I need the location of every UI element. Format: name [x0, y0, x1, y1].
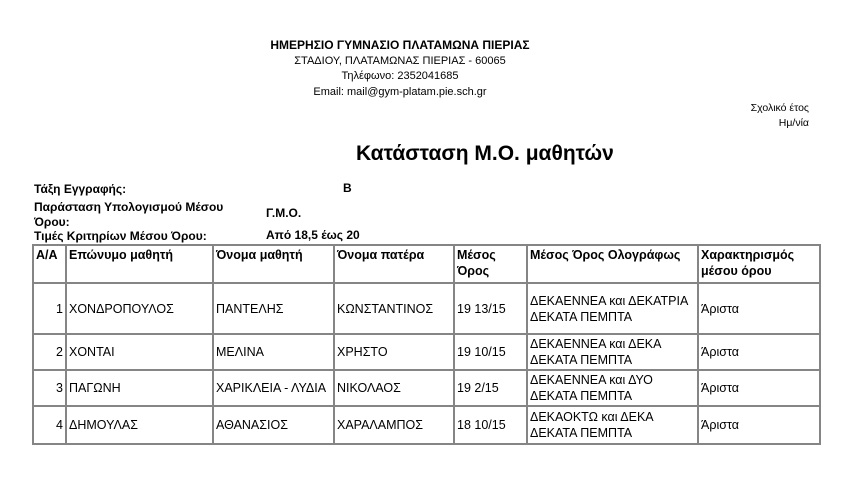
- grades-table: [32, 244, 821, 445]
- cell-characterization: Άριστα: [698, 283, 820, 334]
- cell-aa: 1: [33, 283, 66, 334]
- cell-characterization: Άριστα: [698, 334, 820, 370]
- school-name: ΗΜΕΡΗΣΙΟ ΓΥΜΝΑΣΙΟ ΠΛΑΤΑΜΩΝΑ ΠΙΕΡΙΑΣ: [270, 38, 530, 52]
- cell-first-name: ΜΕΛΙΝΑ: [213, 334, 334, 370]
- school-header: [200, 38, 600, 100]
- cell-average: 19 13/15: [454, 283, 527, 334]
- calc-label-line1: Παράσταση Υπολογισμού Μέσου: [34, 200, 224, 214]
- calc-label-line2: Όρου:: [34, 215, 70, 229]
- cell-average-words: ΔΕΚΑΕΝΝΕΑ και ΔΕΚΑ ΔΕΚΑΤΑ ΠΕΜΠΤΑ: [527, 334, 698, 370]
- cell-aa: 4: [33, 406, 66, 444]
- cell-surname: ΔΗΜΟΥΛΑΣ: [66, 406, 213, 444]
- cell-father-name: ΚΩΝΣΤΑΝΤΙΝΟΣ: [334, 283, 454, 334]
- header-father-name: Όνομα πατέρα: [334, 245, 454, 283]
- class-label: Τάξη Εγγραφής:: [34, 182, 127, 196]
- header-average: Μέσος Όρος: [454, 245, 527, 283]
- table-row: [33, 406, 820, 444]
- header-average-words: Μέσος Όρος Ολογράφως: [527, 245, 698, 283]
- cell-first-name: ΠΑΝΤΕΛΗΣ: [213, 283, 334, 334]
- school-address: ΣΤΑΔΙΟΥ, ΠΛΑΤΑΜΩΝΑΣ ΠΙΕΡΙΑΣ - 60065: [294, 54, 506, 67]
- cell-father-name: ΧΑΡΑΛΑΜΠΟΣ: [334, 406, 454, 444]
- document-meta: [751, 101, 809, 131]
- cell-characterization: Άριστα: [698, 406, 820, 444]
- cell-average: 19 10/15: [454, 334, 527, 370]
- table-row: [33, 370, 820, 406]
- cell-characterization: Άριστα: [698, 370, 820, 406]
- cell-average: 18 10/15: [454, 406, 527, 444]
- criteria-label: Τιμές Κριτηρίων Μέσου Όρου:: [34, 229, 207, 243]
- class-value: Β: [343, 181, 352, 195]
- cell-average-words: ΔΕΚΑΟΚΤΩ και ΔΕΚΑ ΔΕΚΑΤΑ ΠΕΜΠΤΑ: [527, 406, 698, 444]
- cell-aa: 3: [33, 370, 66, 406]
- table-row: [33, 283, 820, 334]
- header-characterization: Χαρακτηρισμός μέσου όρου: [698, 245, 820, 283]
- cell-aa: 2: [33, 334, 66, 370]
- criteria-value: Από 18,5 έως 20: [266, 228, 360, 242]
- cell-average-words: ΔΕΚΑΕΝΝΕΑ και ΔΥΟ ΔΕΚΑΤΑ ΠΕΜΠΤΑ: [527, 370, 698, 406]
- header-aa: Α/Α: [33, 245, 66, 283]
- cell-father-name: ΧΡΗΣΤΟ: [334, 334, 454, 370]
- page-title: Κατάσταση Μ.Ο. μαθητών: [356, 142, 614, 165]
- date-label: Ημ/νία: [778, 117, 809, 129]
- school-phone: Τηλέφωνο: 2352041685: [341, 70, 459, 82]
- school-email: Email: mail@gym-platam.pie.sch.gr: [313, 85, 487, 98]
- school-year-label: Σχολικό έτος: [750, 102, 809, 114]
- cell-surname: ΧΟΝΔΡΟΠΟΥΛΟΣ: [66, 283, 213, 334]
- table-row: [33, 334, 820, 370]
- cell-average: 19 2/15: [454, 370, 527, 406]
- cell-surname: ΠΑΓΩΝΗ: [66, 370, 213, 406]
- header-first-name: Όνομα μαθητή: [213, 245, 334, 283]
- table-header-row: [33, 245, 820, 283]
- cell-average-words: ΔΕΚΑΕΝΝΕΑ και ΔΕΚΑΤΡΙΑ ΔΕΚΑΤΑ ΠΕΜΠΤΑ: [527, 283, 698, 334]
- header-surname: Επώνυμο μαθητή: [66, 245, 213, 283]
- cell-father-name: ΝΙΚΟΛΑΟΣ: [334, 370, 454, 406]
- calc-value: Γ.Μ.Ο.: [266, 206, 302, 220]
- cell-first-name: ΑΘΑΝΑΣΙΟΣ: [213, 406, 334, 444]
- cell-first-name: ΧΑΡΙΚΛΕΙΑ - ΛΥΔΙΑ: [213, 370, 334, 406]
- cell-surname: ΧΟΝΤΑΙ: [66, 334, 213, 370]
